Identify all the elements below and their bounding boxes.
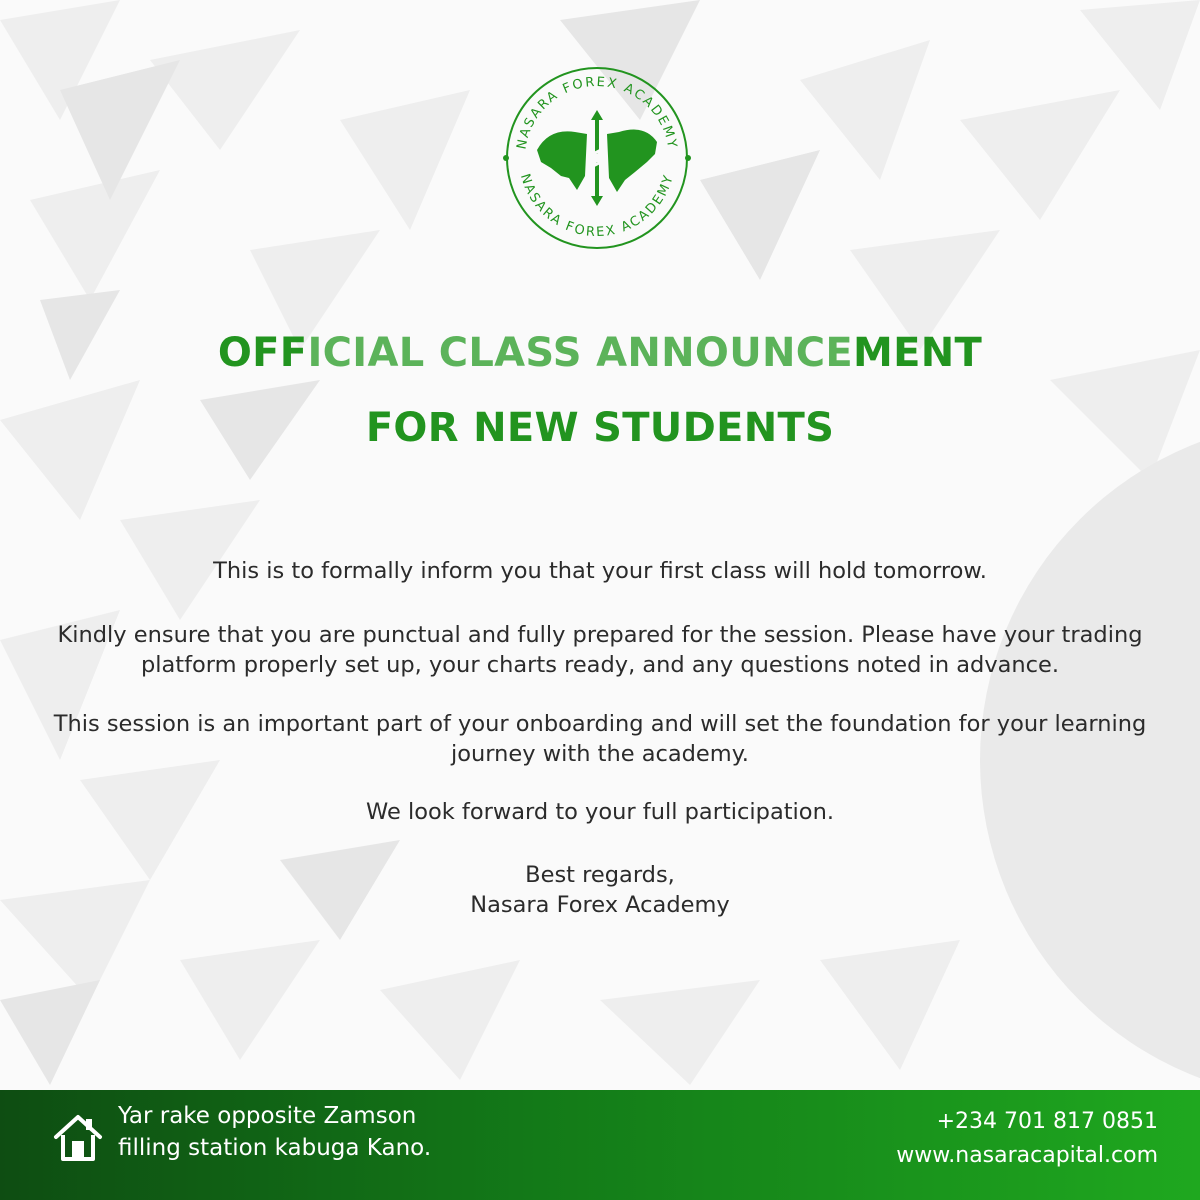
footer-contact	[896, 1105, 1158, 1173]
bull-bear-arrows-icon	[537, 110, 657, 206]
headline-part-1: OFF	[217, 330, 308, 376]
closing-text: Best regards,	[525, 862, 675, 888]
paragraph-preparation: Kindly ensure that you are punctual and fully prepared for the session. Please have your trading platform properly set up, your charts ready, and any questions noted in advance.	[57, 622, 1143, 678]
address-line-1: Yar rake opposite Zamson	[118, 1103, 417, 1129]
home-icon	[52, 1111, 104, 1163]
headline-part-2: ICIAL CLASS ANNOUNCE	[307, 330, 854, 376]
address-line-2: filling station kabuga Kano.	[118, 1135, 432, 1161]
headline-part-3: MENT	[853, 330, 983, 376]
nasara-logo	[497, 58, 697, 258]
logo-ring-top-text: NASARA FOREX ACADEMY	[514, 74, 680, 151]
logo-dot-left	[503, 155, 509, 161]
paragraph-first-class: This is to formally inform you that your first class will hold tomorrow.	[213, 558, 987, 584]
phone-number[interactable]: +234 701 817 0851	[936, 1109, 1158, 1134]
paragraph-participation: We look forward to your full participation.	[366, 799, 834, 825]
signature-text: Nasara Forex Academy	[470, 892, 730, 918]
website-link[interactable]: www.nasaracapital.com	[896, 1143, 1158, 1168]
headline-line-1	[0, 330, 1200, 376]
logo-ring-bottom-text: NASARA FOREX ACADEMY	[516, 172, 678, 241]
paragraph-onboarding: This session is an important part of your onboarding and will set the foundation for your learning journey with the academy.	[53, 711, 1147, 767]
headline-line-2: FOR NEW STUDENTS	[365, 405, 835, 451]
logo-dot-right	[685, 155, 691, 161]
footer-address	[118, 1100, 431, 1164]
footer-bar	[0, 1090, 1200, 1200]
